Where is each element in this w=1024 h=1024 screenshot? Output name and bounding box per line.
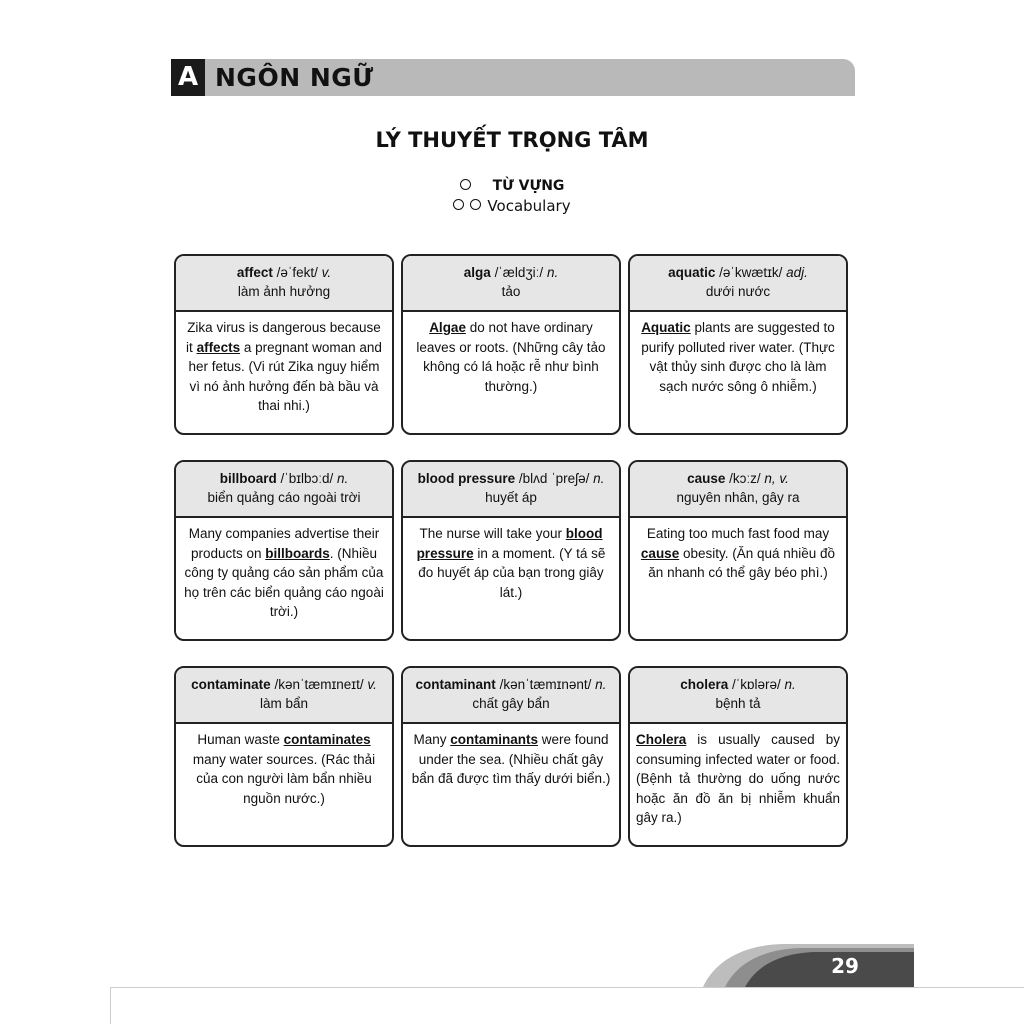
card-phonetic: /kɔːz/ — [725, 471, 765, 486]
card-phonetic: /ˈbɪlbɔːd/ — [276, 471, 338, 486]
card-meaning: làm bẩn — [259, 696, 309, 711]
card-pos: v. — [367, 677, 377, 692]
subtitle-en: Vocabulary — [487, 197, 571, 215]
card-term: alga — [463, 265, 491, 280]
card-term: aquatic — [668, 265, 716, 280]
card-phonetic: /ˈældʒiː/ — [490, 265, 547, 280]
example-text: The nurse will take your — [419, 526, 566, 541]
card-pos: n, v. — [764, 471, 789, 486]
card-meaning: chất gây bẩn — [472, 696, 550, 711]
example-highlight: affects — [196, 339, 241, 355]
card-phonetic: /əˈfekt/ — [272, 265, 322, 280]
example-text: Many — [413, 732, 451, 747]
card-example — [630, 312, 846, 396]
vocab-card — [174, 254, 394, 435]
card-example — [176, 312, 392, 416]
example-text: do not have ordinary leaves or roots. (Những cây tảo không có lá hoặc rễ như bình thường.) — [416, 320, 606, 394]
card-pos: n. — [593, 471, 605, 486]
card-phonetic: /ˈkɒlərə/ — [728, 677, 785, 692]
example-highlight: cause — [640, 545, 680, 561]
card-phonetic: /əˈkwætɪk/ — [715, 265, 787, 280]
example-highlight: Aquatic — [641, 320, 691, 335]
example-highlight: billboards — [265, 545, 330, 561]
card-meaning: tảo — [501, 284, 521, 299]
card-pos: v. — [321, 265, 332, 280]
card-example — [630, 724, 846, 828]
card-pos: adj. — [786, 265, 808, 280]
card-header — [403, 256, 619, 312]
card-example — [630, 518, 846, 583]
example-text: were found under the sea. (Nhiều chất gây bẩn đã được tìm thấy dưới biển.) — [411, 732, 611, 786]
example-text: Eating too much fast food may — [646, 526, 830, 541]
card-pos: n. — [784, 677, 796, 692]
bullet-circle-icon — [470, 199, 481, 210]
card-example — [176, 724, 392, 808]
card-meaning: làm ảnh hưởng — [237, 284, 331, 299]
example-highlight: Cholera — [636, 732, 687, 747]
page-edge-line — [110, 987, 111, 1024]
card-header — [630, 462, 846, 518]
card-header — [630, 668, 846, 724]
vocab-card — [401, 666, 621, 847]
example-text: Human waste — [197, 732, 284, 747]
card-pos: n. — [595, 677, 607, 692]
example-highlight: Algae — [429, 320, 466, 335]
card-example — [176, 518, 392, 622]
example-text: in a moment. (Y tá sẽ đo huyết áp của bạn trong giây lát.) — [418, 545, 606, 600]
card-example — [403, 312, 619, 396]
card-term: affect — [236, 265, 273, 280]
vocab-card — [628, 254, 848, 435]
card-header — [176, 256, 392, 312]
card-pos: n. — [546, 265, 559, 280]
example-highlight: blood pressure — [416, 526, 603, 561]
example-text: . (Nhiều công ty quảng cáo sản phẩm của họ trên các biển quảng cáo ngoài trời.) — [184, 545, 384, 619]
vocab-card — [628, 460, 848, 641]
card-header — [630, 256, 846, 312]
section-header — [171, 59, 855, 96]
example-text: obesity. (Ăn quá nhiều đồ ăn nhanh có thể gây béo phì.) — [648, 545, 836, 580]
card-term: cause — [687, 471, 726, 486]
subtitle-vi-row — [0, 178, 1024, 194]
bullet-circle-icon — [460, 179, 471, 190]
card-term: cholera — [680, 677, 729, 692]
page-title: LÝ THUYẾT TRỌNG TÂM — [375, 128, 649, 152]
example-highlight: contaminants — [450, 732, 538, 747]
subtitle-vi: TỪ VỰNG — [492, 178, 565, 194]
card-meaning: biển quảng cáo ngoài trời — [207, 490, 361, 505]
card-phonetic: /kənˈtæmɪnənt/ — [495, 677, 596, 692]
page-number: 29 — [831, 954, 859, 978]
card-header — [176, 462, 392, 518]
card-meaning: nguyên nhân, gây ra — [676, 490, 800, 505]
subtitle-en-row — [0, 197, 1024, 215]
example-highlight: contaminates — [283, 732, 371, 747]
page-edge-line — [110, 987, 1024, 988]
card-header — [403, 462, 619, 518]
card-meaning: dưới nước — [705, 284, 771, 299]
vocab-card — [174, 460, 394, 641]
card-term: contaminate — [191, 677, 271, 692]
card-term: billboard — [219, 471, 277, 486]
example-text: Zika virus is dangerous because it — [186, 320, 381, 355]
example-text: is usually caused by consuming infected water or food. (Bệnh tả thường do uống nước hoặc ăn đồ ăn bị nhiễm khuẩn gây ra.) — [636, 732, 840, 825]
vocab-card — [401, 460, 621, 641]
vocab-card — [174, 666, 394, 847]
example-text: a pregnant woman and her fetus. (Vi rút Zika nguy hiểm vì nó ảnh hưởng đến bà bầu và thai nhi.) — [188, 339, 382, 413]
example-text: Many companies advertise their products on — [188, 526, 380, 561]
section-letter: A — [171, 59, 205, 96]
card-meaning: huyết áp — [485, 490, 537, 505]
card-example — [403, 724, 619, 789]
card-example — [403, 518, 619, 602]
card-header — [176, 668, 392, 724]
example-text: many water sources. (Rác thải của con người làm bẩn nhiều nguồn nước.) — [192, 751, 376, 806]
card-term: contaminant — [415, 677, 496, 692]
section-title: NGÔN NGỮ — [215, 63, 374, 92]
vocab-card — [401, 254, 621, 435]
example-text: plants are suggested to purify polluted river water. (Thực vật thủy sinh được cho là làm sạch nước sông ô nhiễm.) — [641, 320, 835, 394]
page-number-tab — [703, 943, 914, 987]
card-pos: n. — [337, 471, 349, 486]
card-phonetic: /blʌd ˈpreʃə/ — [515, 471, 594, 486]
card-term: blood pressure — [417, 471, 516, 486]
card-meaning: bệnh tả — [715, 696, 761, 711]
card-header — [403, 668, 619, 724]
bullet-circle-icon — [453, 199, 464, 210]
vocab-card — [628, 666, 848, 847]
card-phonetic: /kənˈtæmɪneɪt/ — [270, 677, 368, 692]
